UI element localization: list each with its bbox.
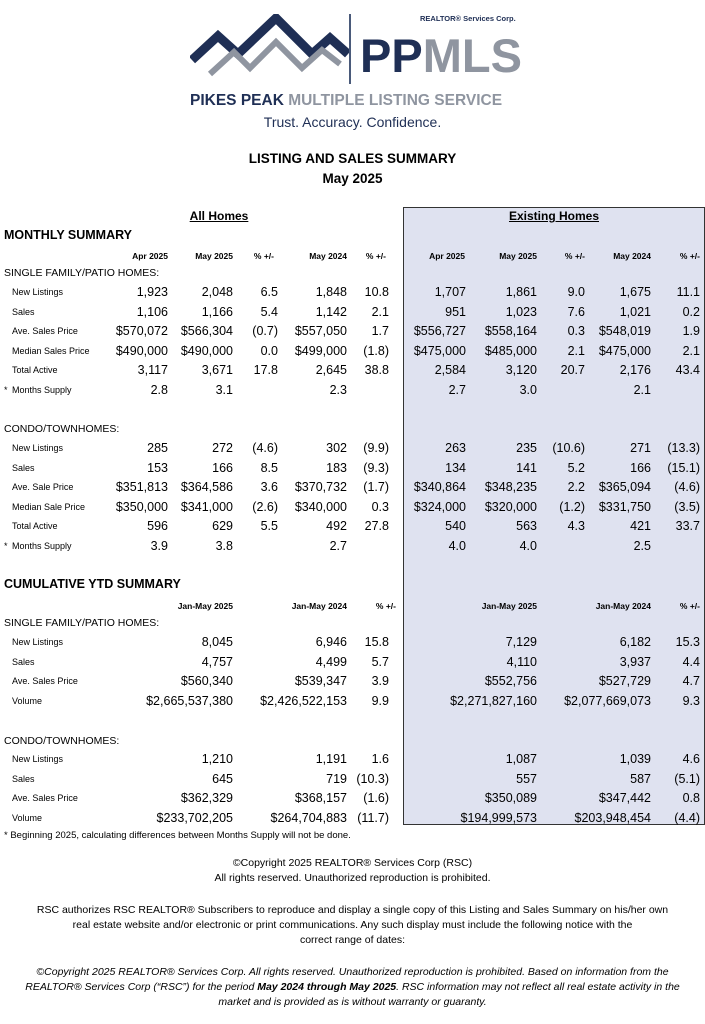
table-cell: $2,077,669,073 (564, 693, 651, 708)
table-cell: 8.5 (260, 460, 278, 475)
table-cell: 235 (516, 441, 537, 455)
table-cell: 4,110 (506, 654, 537, 669)
table-cell: 587 (630, 771, 651, 786)
table-cell: 4.4 (682, 654, 700, 669)
row-label: Ave. Sales Price (12, 676, 78, 686)
row-label: New Listings (12, 443, 64, 453)
table-cell: 1,142 (315, 304, 347, 319)
row-label: Median Sales Price (12, 345, 90, 356)
table-cell: 6,946 (315, 635, 347, 649)
table-cell: 0.0 (260, 343, 278, 358)
tagline: Trust. Accuracy. Confidence. (263, 114, 442, 130)
table-cell: $233,702,205 (156, 810, 233, 825)
column-header: Jan-May 2024 (595, 601, 651, 611)
table-cell: (4.6) (674, 480, 700, 494)
table-cell: 11.1 (676, 285, 700, 299)
table-cell: 540 (445, 519, 466, 533)
column-header: Jan-May 2025 (177, 601, 233, 611)
logo-divider (349, 14, 351, 84)
table-cell: 951 (445, 304, 466, 319)
table-cell: (9.3) (363, 460, 389, 475)
table-cell: (1.2) (559, 499, 585, 514)
table-cell: $362,329 (180, 791, 233, 805)
table-cell: $341,000 (180, 499, 233, 514)
monthly-condo-title: CONDO/TOWNHOMES: (4, 423, 120, 435)
table-cell: 6,182 (619, 635, 651, 649)
table-cell: 2,176 (619, 363, 651, 377)
table-cell: 9.0 (567, 285, 585, 299)
table-cell: 4,499 (315, 654, 347, 669)
table-cell: 1,021 (619, 304, 651, 319)
table-cell: 8,045 (201, 635, 233, 649)
table-cell: 3.9 (150, 538, 168, 553)
table-cell: 3,120 (505, 363, 537, 377)
row-label: New Listings (12, 637, 64, 647)
table-cell: $558,164 (484, 324, 537, 338)
table-cell: 4.3 (567, 519, 585, 533)
table-cell: 38.8 (364, 363, 389, 377)
table-cell: 492 (326, 519, 347, 533)
table-cell: $475,000 (413, 343, 466, 358)
rights-line: All rights reserved. Unauthorized reproduction is prohibited. (214, 872, 491, 884)
table-cell: 2,584 (434, 363, 466, 377)
table-cell: 183 (326, 460, 347, 475)
table-cell: 1,087 (505, 752, 537, 766)
row-label: New Listings (12, 287, 64, 297)
footnote-marker: * (4, 540, 8, 551)
table-cell: 557 (516, 771, 537, 786)
table-cell: $331,750 (598, 499, 651, 514)
table-cell: (13.3) (667, 441, 700, 455)
table-cell: 719 (326, 771, 347, 786)
table-cell: 20.7 (560, 363, 585, 377)
table-cell: $350,089 (484, 791, 537, 805)
table-cell: 2.5 (633, 538, 651, 553)
table-cell: $203,948,454 (574, 810, 651, 825)
existing-homes-panel (403, 207, 705, 825)
table-cell: 2.2 (567, 480, 585, 494)
copyright-line: ©Copyright 2025 REALTOR® Services Corp (RSC) (232, 857, 473, 869)
authorization-line: correct range of dates: (299, 934, 406, 946)
row-label: Sales (12, 656, 35, 667)
table-cell: 1,039 (619, 752, 651, 766)
table-cell: 4,757 (201, 654, 233, 669)
column-header: % +/- (365, 251, 386, 261)
monthly-summary-title: MONTHLY SUMMARY (4, 228, 133, 242)
table-cell: 271 (630, 441, 651, 455)
table-cell: $340,000 (294, 499, 347, 514)
table-cell: $490,000 (115, 343, 168, 358)
table-cell: (3.5) (674, 499, 700, 514)
table-cell: 2.1 (567, 343, 585, 358)
row-label: Months Supply (12, 540, 72, 551)
table-cell: 1,923 (136, 285, 168, 299)
table-cell: $556,727 (413, 324, 466, 338)
column-header: Apr 2025 (132, 251, 168, 261)
table-cell: $350,000 (115, 499, 168, 514)
mountain-logo-icon (190, 14, 350, 80)
table-cell: 3,671 (201, 363, 233, 377)
monthly-sf-title: SINGLE FAMILY/PATIO HOMES: (4, 267, 160, 279)
table-cell: 0.8 (682, 791, 700, 805)
table-cell: 3,117 (137, 363, 168, 377)
table-cell: 596 (147, 519, 168, 533)
column-header: % +/- (679, 601, 700, 611)
table-cell: 9.3 (682, 693, 700, 708)
table-cell: (11.7) (357, 810, 389, 825)
table-cell: 1.6 (371, 752, 389, 766)
months-supply-footnote: * Beginning 2025, calculating differences between Months Supply will not be done. (4, 830, 351, 841)
table-cell: $557,050 (294, 324, 347, 338)
table-cell: 1.7 (371, 324, 389, 338)
table-cell: $2,665,537,380 (146, 693, 233, 708)
group-existing-homes: Existing Homes (508, 209, 600, 223)
column-header: % +/- (564, 251, 585, 261)
table-cell: $347,442 (598, 791, 651, 805)
table-cell: 15.3 (675, 635, 700, 649)
table-cell: $264,704,883 (270, 810, 347, 825)
row-label: Volume (12, 695, 43, 706)
table-cell: 141 (516, 460, 537, 475)
ppmls-logo-text: PPMLS (360, 29, 522, 82)
footnote-marker: * (4, 384, 8, 395)
table-cell: (5.1) (674, 771, 700, 786)
copyright-block (0, 856, 705, 886)
table-cell: 166 (212, 460, 233, 475)
table-cell: (0.7) (252, 324, 278, 338)
page-title: LISTING AND SALES SUMMARY (248, 151, 457, 166)
table-cell: $539,347 (294, 674, 347, 688)
table-cell: 263 (445, 441, 466, 455)
table-cell: 645 (212, 771, 233, 786)
table-cell: 3,937 (619, 654, 651, 669)
table-cell: $320,000 (484, 499, 537, 514)
table-cell: 0.3 (371, 499, 389, 514)
row-label: Sales (12, 306, 35, 317)
table-cell: 302 (326, 441, 347, 455)
table-cell: 1.9 (682, 324, 700, 338)
table-cell: 285 (147, 441, 168, 455)
table-cell: 1,210 (201, 752, 233, 766)
table-cell: $370,732 (294, 480, 347, 494)
table-cell: 2.8 (150, 382, 168, 397)
table-cell: 4.7 (682, 674, 700, 688)
table-cell: 0.2 (682, 304, 700, 319)
table-cell: $364,586 (180, 480, 233, 494)
table-cell: 2.3 (329, 382, 347, 397)
table-cell: $527,729 (598, 674, 651, 688)
table-cell: 1,848 (315, 285, 347, 299)
table-cell: 1,675 (619, 285, 651, 299)
table-cell: 2.1 (633, 382, 651, 397)
column-header: May 2025 (499, 251, 537, 261)
group-all-homes: All Homes (189, 209, 249, 223)
table-cell: 134 (445, 460, 466, 475)
table-cell: 7.6 (567, 304, 585, 319)
mls-name: PIKES PEAK MULTIPLE LISTING SERVICE (190, 92, 503, 109)
table-cell: 17.8 (253, 363, 278, 377)
table-cell: $552,756 (484, 674, 537, 688)
table-cell: $2,426,522,153 (260, 693, 347, 708)
table-cell: 1,861 (505, 285, 537, 299)
table-cell: $368,157 (294, 791, 347, 805)
table-cell: $570,072 (115, 324, 168, 338)
table-cell: 1,023 (505, 304, 537, 319)
table-cell: 2.7 (329, 538, 347, 553)
table-cell: (10.3) (356, 771, 389, 786)
column-header: % +/- (375, 601, 396, 611)
row-label: Volume (12, 812, 43, 823)
table-cell: $351,813 (115, 480, 168, 494)
table-cell: $499,000 (294, 343, 347, 358)
column-header: May 2025 (195, 251, 233, 261)
table-cell: (4.4) (674, 810, 700, 825)
table-cell: 5.2 (567, 460, 585, 475)
required-notice: ©Copyright 2025 REALTOR® Services Corp. All rights reserved. Unauthorized reproduction is prohibited. Based on information from the REALTOR® Services Corp (“RSC”) for the period May 2024 through May 2025. RSC information may not reflect all real estate activity in the market and is provided as is without warranty or guaranty. (25, 966, 680, 1008)
table-cell: (15.1) (667, 460, 700, 475)
table-cell: 272 (212, 441, 233, 455)
table-cell: 10.8 (364, 285, 389, 299)
table-cell: 2,645 (315, 363, 347, 377)
table-cell: $560,340 (180, 674, 233, 688)
table-cell: 15.8 (364, 635, 389, 649)
table-cell: 3.6 (260, 480, 278, 494)
table-cell: 629 (212, 519, 233, 533)
table-cell: 3.1 (215, 382, 233, 397)
table-cell: 5.5 (260, 519, 278, 533)
column-header: % +/- (679, 251, 700, 261)
row-label: Months Supply (12, 384, 72, 395)
table-cell: 6.5 (260, 285, 278, 299)
authorization-line: RSC authorizes RSC REALTOR® Subscribers to reproduce and display a single copy of this Listing and Sales Summary on his/her own (36, 904, 669, 916)
row-label: Ave. Sale Price (12, 482, 74, 492)
table-cell: 4.6 (682, 752, 700, 766)
table-cell: $475,000 (598, 343, 651, 358)
table-cell: (1.6) (363, 791, 389, 805)
table-cell: 43.4 (675, 363, 700, 377)
table-cell: 3.9 (371, 674, 389, 688)
rsc-corp-label: REALTOR® Services Corp. (420, 14, 516, 23)
table-cell: $365,094 (598, 480, 651, 494)
table-cell: (9.9) (363, 441, 389, 455)
table-cell: $485,000 (484, 343, 537, 358)
table-cell: 1,106 (136, 304, 168, 319)
table-cell: 7,129 (505, 635, 537, 649)
table-cell: 1,166 (201, 304, 233, 319)
column-header: May 2024 (613, 251, 651, 261)
table-cell: 5.4 (260, 304, 278, 319)
table-cell: 2.1 (682, 343, 700, 358)
ytd-condo-title: CONDO/TOWNHOMES: (4, 735, 120, 747)
table-cell: 1,191 (315, 752, 347, 766)
table-cell: $548,019 (598, 324, 651, 338)
table-cell: 9.9 (371, 693, 389, 708)
row-label: Ave. Sales Price (12, 793, 78, 803)
column-header: % +/- (253, 251, 274, 261)
table-cell: (4.6) (252, 441, 278, 455)
row-label: Total Active (12, 521, 58, 531)
table-cell: 3.8 (215, 538, 233, 553)
table-cell: 4.0 (519, 538, 537, 553)
table-cell: $324,000 (413, 499, 466, 514)
table-cell: 1,707 (434, 285, 466, 299)
ytd-summary-title: CUMULATIVE YTD SUMMARY (4, 577, 181, 591)
row-label: Sales (12, 462, 35, 473)
table-cell: 2.7 (448, 382, 466, 397)
table-cell: 4.0 (448, 538, 466, 553)
row-label: New Listings (12, 754, 64, 764)
table-cell: 153 (147, 460, 168, 475)
table-cell: $490,000 (180, 343, 233, 358)
authorization-line: real estate website and/or electronic or print communications. Any such display must include the following notice with the (72, 919, 633, 931)
table-cell: 563 (516, 519, 537, 533)
column-header: May 2024 (309, 251, 347, 261)
table-cell: 0.3 (567, 324, 585, 338)
table-cell: (10.6) (552, 441, 585, 455)
table-cell: 33.7 (675, 519, 700, 533)
table-cell: $340,864 (413, 480, 466, 494)
row-label: Median Sale Price (12, 501, 86, 512)
table-cell: 27.8 (364, 519, 389, 533)
table-cell: 5.7 (371, 654, 389, 669)
column-header: Jan-May 2025 (481, 601, 537, 611)
authorization-block (0, 903, 705, 948)
table-cell: 421 (630, 519, 651, 533)
row-label: Ave. Sales Price (12, 326, 78, 336)
table-cell: 166 (630, 460, 651, 475)
column-header: Jan-May 2024 (291, 601, 347, 611)
table-cell: $348,235 (484, 480, 537, 494)
report-month: May 2025 (322, 171, 383, 186)
table-cell: (1.8) (363, 343, 389, 358)
table-cell: (2.6) (252, 499, 278, 514)
row-label: Sales (12, 773, 35, 784)
table-cell: (1.7) (363, 480, 389, 494)
table-cell: 3.0 (519, 382, 537, 397)
table-cell: $566,304 (180, 324, 233, 338)
table-cell: $194,999,573 (460, 810, 537, 825)
table-cell: 2.1 (371, 304, 389, 319)
table-cell: 2,048 (201, 285, 233, 299)
column-header: Apr 2025 (429, 251, 465, 261)
row-label: Total Active (12, 365, 58, 375)
ytd-sf-title: SINGLE FAMILY/PATIO HOMES: (4, 617, 160, 629)
table-cell: $2,271,827,160 (450, 693, 537, 708)
